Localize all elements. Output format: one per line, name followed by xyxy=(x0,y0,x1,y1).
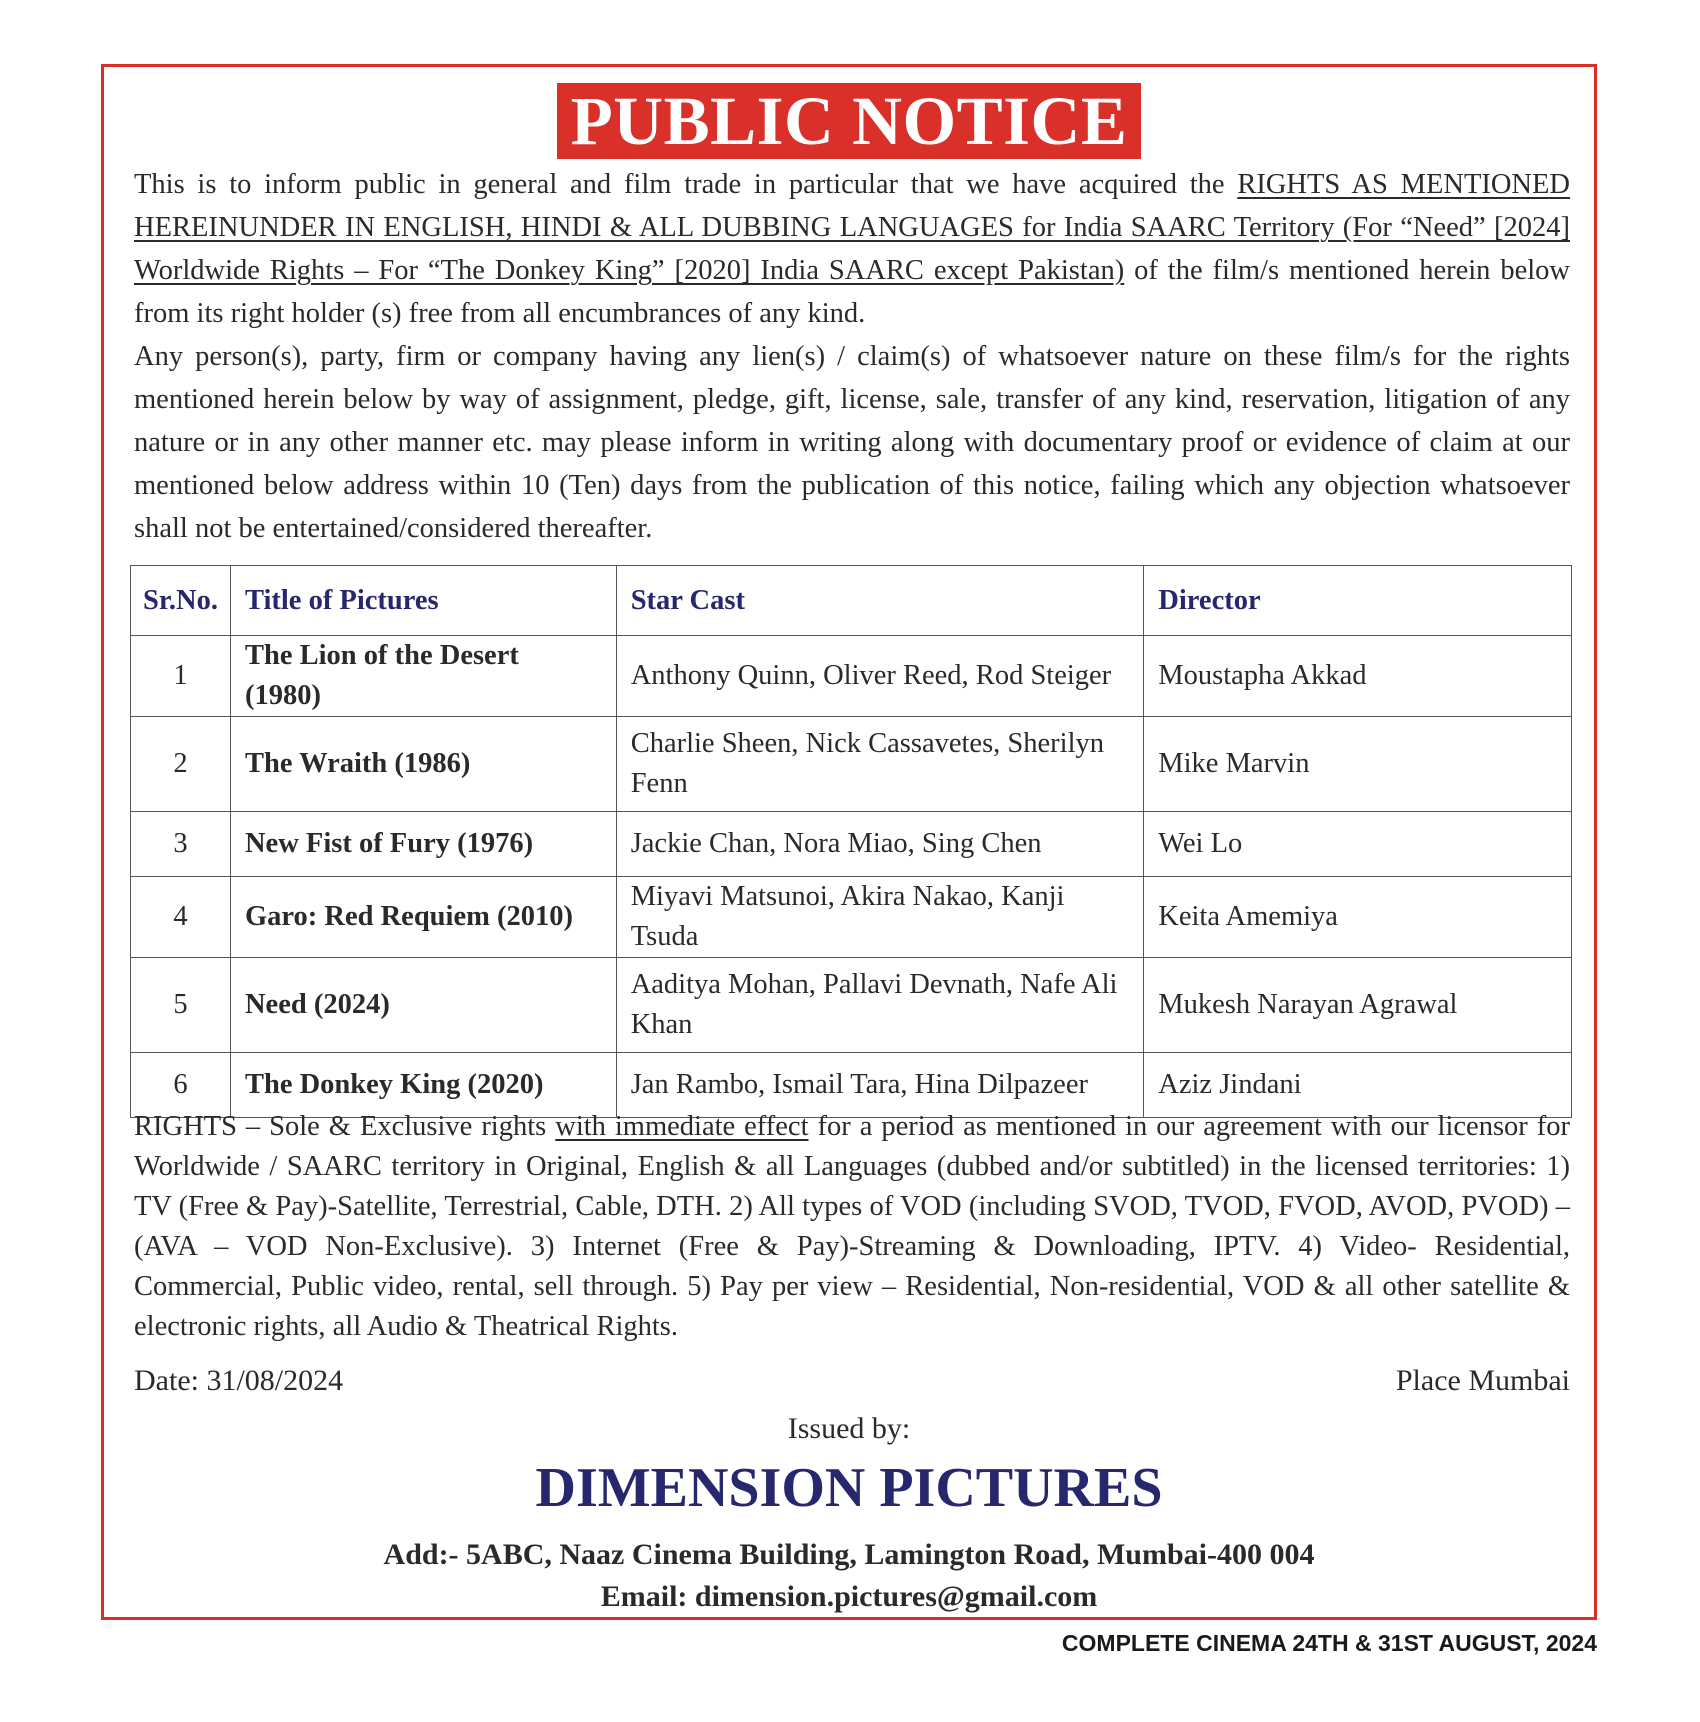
company-email: Email: dimension.pictures@gmail.com xyxy=(600,1580,1098,1613)
cell-director: Wei Lo xyxy=(1144,812,1572,877)
table-row xyxy=(131,636,1572,717)
cell-sr-no: 1 xyxy=(131,636,231,717)
table-row xyxy=(131,958,1572,1053)
publication-footer: COMPLETE CINEMA 24TH & 31ST AUGUST, 2024 xyxy=(1061,1630,1597,1656)
cell-director: Aziz Jindani xyxy=(1144,1053,1572,1118)
cell-sr-no: 6 xyxy=(131,1053,231,1118)
cell-title: The Wraith (1986) xyxy=(230,717,616,812)
notice-place: Place Mumbai xyxy=(1395,1364,1570,1397)
table-row xyxy=(131,812,1572,877)
cell-title: Need (2024) xyxy=(230,958,616,1053)
cell-star-cast: Anthony Quinn, Oliver Reed, Rod Steiger xyxy=(616,636,1144,717)
company-name: DIMENSION PICTURES xyxy=(535,1457,1163,1519)
table-row xyxy=(131,717,1572,812)
cell-sr-no: 4 xyxy=(131,877,231,958)
cell-sr-no: 3 xyxy=(131,812,231,877)
table-header-row xyxy=(131,566,1572,636)
cell-title: The Lion of the Desert (1980) xyxy=(230,636,616,717)
cell-star-cast: Jan Rambo, Ismail Tara, Hina Dilpazeer xyxy=(616,1053,1144,1118)
notice-title: PUBLIC NOTICE xyxy=(557,83,1142,159)
notice-date: Date: 31/08/2024 xyxy=(134,1364,344,1397)
films-table xyxy=(130,565,1572,1118)
header-title: Title of Pictures xyxy=(230,566,616,636)
rights-underlined: with immediate effect xyxy=(555,1111,809,1142)
header-sr-no: Sr.No. xyxy=(131,566,231,636)
cell-title: Garo: Red Requiem (2010) xyxy=(230,877,616,958)
cell-star-cast: Miyavi Matsunoi, Akira Nakao, Kanji Tsuda xyxy=(616,877,1144,958)
claim-paragraph: Any person(s), party, firm or company having any lien(s) / claim(s) of whatsoever nature on these film/s for the rights mentioned herein below by way of assignment, pledge, gift, license, sale, transfer of any kind, reservation, litigation of any nature or in any other manner etc. may please inform in writing along with documentary proof or evidence of claim at our mentioned below address within 10 (Ten) days from the publication of this notice, failing which any objection whatsoever shall not be entertained/considered thereafter. xyxy=(134,341,1570,544)
title-wrap xyxy=(104,83,1594,159)
header-star-cast: Star Cast xyxy=(616,566,1144,636)
cell-title: The Donkey King (2020) xyxy=(230,1053,616,1118)
rights-paragraph xyxy=(134,1107,1570,1347)
issued-by-label: Issued by: xyxy=(787,1412,911,1445)
company-address: Add:- 5ABC, Naaz Cinema Building, Lamington Road, Mumbai-400 004 xyxy=(383,1538,1315,1571)
cell-director: Mukesh Narayan Agrawal xyxy=(1144,958,1572,1053)
table-row xyxy=(131,877,1572,958)
cell-sr-no: 2 xyxy=(131,717,231,812)
cell-star-cast: Charlie Sheen, Nick Cassavetes, Sherilyn Fenn xyxy=(616,717,1144,812)
cell-sr-no: 5 xyxy=(131,958,231,1053)
cell-director: Moustapha Akkad xyxy=(1144,636,1572,717)
header-director: Director xyxy=(1144,566,1572,636)
cell-title: New Fist of Fury (1976) xyxy=(230,812,616,877)
cell-director: Keita Amemiya xyxy=(1144,877,1572,958)
cell-star-cast: Aaditya Mohan, Pallavi Devnath, Nafe Ali Khan xyxy=(616,958,1144,1053)
cell-director: Mike Marvin xyxy=(1144,717,1572,812)
intro-rights-underlined: RIGHTS AS MENTIONED HEREINUNDER IN ENGLISH, HINDI & ALL DUBBING LANGUAGES for India SAARC Territory (For “Need” [2024] Worldwide Rights – For “The Donkey King” [2020] India SAARC except Pakistan) xyxy=(134,169,1571,286)
intro-text-end: of the film/s mentioned herein below from its right holder (s) free from all encumbrances of any kind. xyxy=(134,255,1570,329)
date-place-row xyxy=(134,1361,1570,1401)
rights-text-end: for a period as mentioned in our agreement with our licensor for Worldwide / SAARC territory in Original, English & all Languages (dubbed and/or subtitled) in the licensed territories: 1) TV (Free & Pay)-Satellite, Terrestrial, Cable, DTH. 2) All types of VOD (including SVOD, TVOD, FVOD, AVOD, PVOD) – (AVA – VOD Non-Exclusive). 3) Internet (Free & Pay)-Streaming & Downloading, IPTV. 4) Video- Residential, Commercial, Public video, rental, sell through. 5) Pay per view – Residential, Non-residential, VOD & all other satellite & electronic rights, all Audio & Theatrical Rights. xyxy=(134,1111,1570,1342)
rights-text-start: RIGHTS – Sole & Exclusive rights xyxy=(134,1111,556,1142)
intro-paragraph xyxy=(134,163,1570,335)
notice-frame xyxy=(101,64,1597,1620)
intro-text-start: This is to inform public in general and film trade in particular that we have acquired the xyxy=(134,169,1238,200)
cell-star-cast: Jackie Chan, Nora Miao, Sing Chen xyxy=(616,812,1144,877)
